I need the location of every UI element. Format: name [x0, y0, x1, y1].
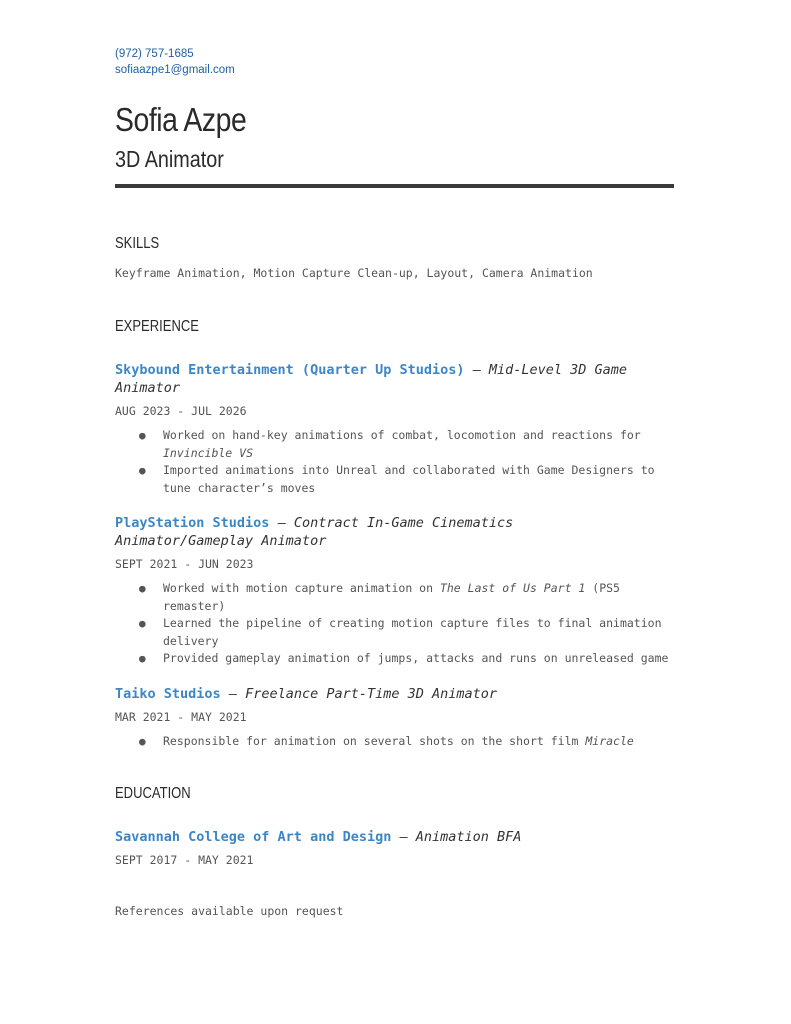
bullet-item	[115, 733, 675, 751]
email-address: sofiaazpe1@gmail.com	[115, 64, 235, 76]
candidate-name: Sofia Azpe	[115, 101, 247, 138]
experience-heading: EXPERIENCE	[115, 318, 199, 335]
education-entry	[115, 828, 675, 868]
bullet-text-continued: tune character’s moves	[163, 480, 316, 495]
references-note: References available upon request	[115, 904, 344, 918]
degree: Animation BFA	[415, 829, 522, 845]
bullet-text-continued: remaster)	[163, 598, 226, 613]
education-dates: SEPT 2017 - MAY 2021	[115, 853, 254, 867]
job-role: Mid-Level 3D Game	[488, 362, 628, 378]
school-name: Savannah College of Art and Design	[115, 829, 392, 845]
job-bullets	[115, 733, 675, 751]
job-role-continued: Animator/Gameplay Animator	[115, 533, 327, 549]
bullet-text: Worked on hand-key animations of combat, locomotion and reactions for	[163, 428, 641, 442]
job-entry	[115, 685, 675, 751]
job-role-continued: Animator	[115, 380, 181, 396]
skills-heading: SKILLS	[115, 235, 160, 252]
bullet-text: Imported animations into Unreal and collaborated with Game Designers to	[163, 463, 655, 477]
job-dates: SEPT 2021 - JUN 2023	[115, 557, 254, 571]
job-role: Freelance Part-Time 3D Animator	[245, 685, 498, 702]
candidate-title: 3D Animator	[115, 146, 224, 172]
bullet-item	[115, 580, 675, 615]
job-heading	[115, 685, 675, 703]
bullet-text: Learned the pipeline of creating motion capture files to final animation	[163, 616, 662, 630]
job-separator: —	[269, 515, 294, 531]
bullet-item	[115, 427, 675, 462]
job-organization: PlayStation Studios	[115, 515, 270, 531]
bullet-item	[115, 650, 675, 668]
header-divider	[115, 184, 674, 188]
job-dates: MAR 2021 - MAY 2021	[115, 709, 247, 724]
bullet-italic-title: Miracle	[585, 733, 634, 748]
job-entry	[115, 514, 675, 668]
job-heading	[115, 361, 675, 397]
job-heading	[115, 514, 675, 550]
bullet-text: Provided gameplay animation of jumps, attacks and runs on unreleased game	[163, 651, 669, 665]
job-bullets	[115, 427, 675, 497]
bullet-dot: ●	[139, 464, 146, 477]
job-separator: —	[464, 362, 489, 378]
job-entry	[115, 361, 675, 497]
education-separator: —	[391, 829, 416, 845]
bullet-text: Worked with motion capture animation on	[163, 581, 440, 595]
bullet-item	[115, 462, 675, 497]
bullet-dot: ●	[139, 734, 146, 748]
bullet-text: Responsible for animation on several shots on the short film	[163, 733, 586, 748]
job-organization: Taiko Studios	[115, 685, 221, 702]
bullet-item	[115, 615, 675, 650]
bullet-italic-title: Invincible VS	[163, 445, 254, 460]
contact-block	[115, 46, 675, 78]
job-separator: —	[220, 685, 246, 702]
education-heading: EDUCATION	[115, 785, 191, 802]
bullet-dot: ●	[139, 652, 146, 665]
resume-page	[115, 46, 675, 919]
job-dates: AUG 2023 - JUL 2026	[115, 404, 247, 418]
job-role: Contract In-Game Cinematics	[293, 515, 514, 531]
education-heading-line	[115, 828, 675, 846]
phone-number: (972) 757-1685	[115, 48, 194, 60]
bullet-dot: ●	[139, 617, 146, 630]
job-organization: Skybound Entertainment (Quarter Up Studios)	[115, 362, 465, 378]
job-bullets	[115, 580, 675, 668]
skills-text: Keyframe Animation, Motion Capture Clean-up, Layout, Camera Animation	[115, 266, 593, 280]
bullet-italic-title: The Last of Us Part 1	[439, 581, 586, 595]
bullet-text-post: (PS5	[585, 581, 620, 595]
bullet-dot: ●	[139, 582, 146, 595]
bullet-text-continued: delivery	[163, 633, 219, 648]
bullet-dot: ●	[139, 429, 146, 442]
